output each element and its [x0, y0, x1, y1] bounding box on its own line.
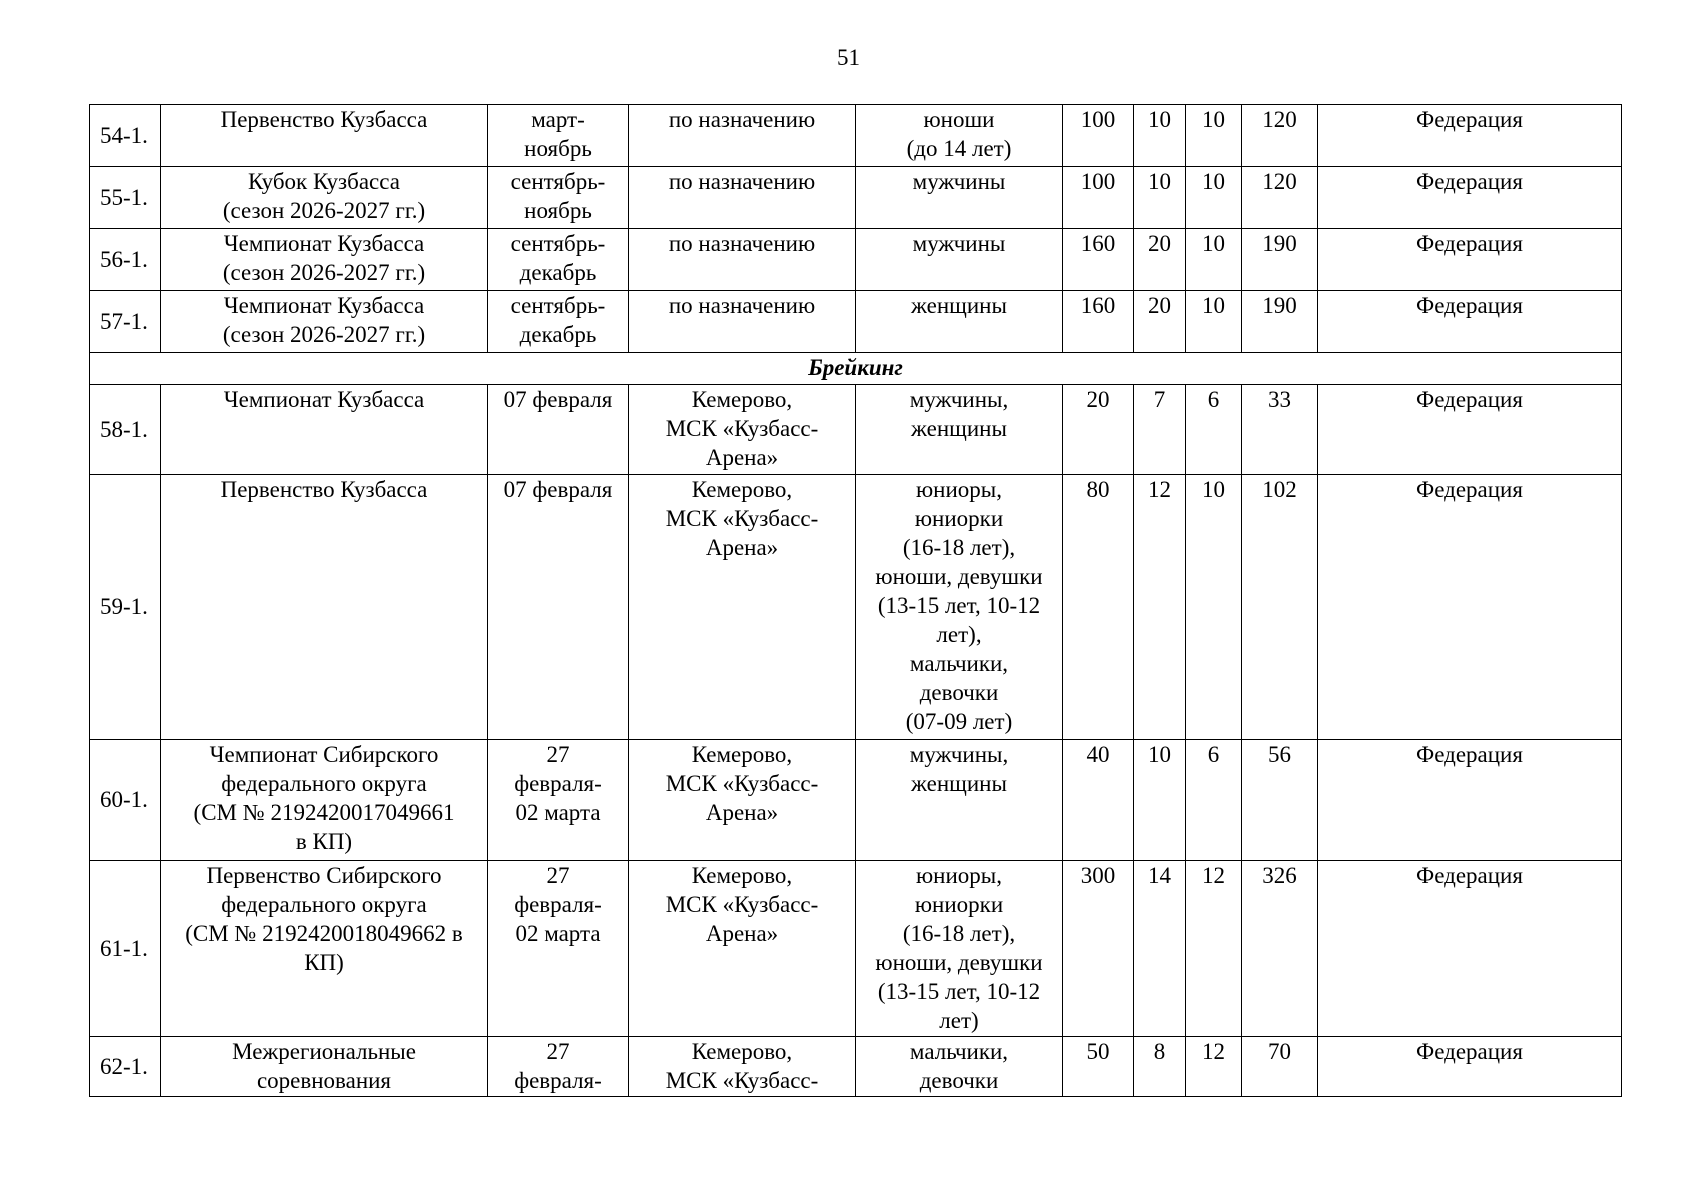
organizer: Федерация	[1318, 105, 1622, 167]
organizer: Федерация	[1318, 861, 1622, 1037]
table-row	[90, 167, 1622, 229]
event-name: Межрегиональные соревнования	[161, 1037, 488, 1097]
event-name: Чемпионат Сибирского федерального округа (СМ № 2192420017049661 в КП)	[161, 740, 488, 861]
participant-group: юниоры, юниорки (16-18 лет), юноши, девушки (13-15 лет, 10-12 лет)	[856, 861, 1063, 1037]
row-number: 58-1.	[90, 385, 161, 475]
count-participants: 80	[1063, 475, 1134, 740]
table-row	[90, 105, 1622, 167]
count-participants: 100	[1063, 105, 1134, 167]
count-total: 56	[1242, 740, 1318, 861]
organizer: Федерация	[1318, 740, 1622, 861]
event-place: Кемерово, МСК «Кузбасс- Арена»	[629, 740, 856, 861]
table-row	[90, 385, 1622, 475]
page-number: 51	[837, 45, 860, 70]
count-coaches: 20	[1134, 229, 1186, 291]
count-coaches: 8	[1134, 1037, 1186, 1097]
count-coaches: 12	[1134, 475, 1186, 740]
count-total: 102	[1242, 475, 1318, 740]
organizer: Федерация	[1318, 291, 1622, 353]
participant-group: мальчики, девочки	[856, 1037, 1063, 1097]
organizer: Федерация	[1318, 167, 1622, 229]
event-place: по назначению	[629, 105, 856, 167]
event-dates: 27 февраля-	[488, 1037, 629, 1097]
event-dates: сентябрь- декабрь	[488, 229, 629, 291]
table-row	[90, 861, 1622, 1037]
count-total: 190	[1242, 229, 1318, 291]
row-number: 60-1.	[90, 740, 161, 861]
event-place: Кемерово, МСК «Кузбасс- Арена»	[629, 861, 856, 1037]
row-number: 56-1.	[90, 229, 161, 291]
participant-group: женщины	[856, 291, 1063, 353]
event-name: Первенство Кузбасса	[161, 475, 488, 740]
count-judges: 10	[1186, 475, 1242, 740]
event-dates: 27 февраля- 02 марта	[488, 861, 629, 1037]
count-total: 33	[1242, 385, 1318, 475]
count-total: 326	[1242, 861, 1318, 1037]
count-judges: 10	[1186, 105, 1242, 167]
count-coaches: 10	[1134, 105, 1186, 167]
table-row	[90, 291, 1622, 353]
count-judges: 12	[1186, 1037, 1242, 1097]
row-number: 54-1.	[90, 105, 161, 167]
event-dates: сентябрь- ноябрь	[488, 167, 629, 229]
section-title: Брейкинг	[90, 353, 1622, 385]
row-number: 59-1.	[90, 475, 161, 740]
table-row	[90, 740, 1622, 861]
table-row	[90, 475, 1622, 740]
event-place: Кемерово, МСК «Кузбасс- Арена»	[629, 475, 856, 740]
count-coaches: 14	[1134, 861, 1186, 1037]
count-participants: 160	[1063, 229, 1134, 291]
count-total: 120	[1242, 105, 1318, 167]
event-place: по назначению	[629, 167, 856, 229]
participant-group: мужчины	[856, 167, 1063, 229]
count-participants: 300	[1063, 861, 1134, 1037]
row-number: 55-1.	[90, 167, 161, 229]
event-name: Чемпионат Кузбасса	[161, 385, 488, 475]
count-total: 70	[1242, 1037, 1318, 1097]
event-name: Первенство Кузбасса	[161, 105, 488, 167]
participant-group: мужчины	[856, 229, 1063, 291]
participant-group: мужчины, женщины	[856, 385, 1063, 475]
count-participants: 40	[1063, 740, 1134, 861]
table-row	[90, 229, 1622, 291]
participant-group: юниоры, юниорки (16-18 лет), юноши, девушки (13-15 лет, 10-12 лет), мальчики, девочки (07-09 лет)	[856, 475, 1063, 740]
event-place: по назначению	[629, 229, 856, 291]
count-participants: 160	[1063, 291, 1134, 353]
row-number: 62-1.	[90, 1037, 161, 1097]
count-judges: 12	[1186, 861, 1242, 1037]
event-place: Кемерово, МСК «Кузбасс-	[629, 1037, 856, 1097]
event-dates: 07 февраля	[488, 385, 629, 475]
event-dates: сентябрь- декабрь	[488, 291, 629, 353]
count-judges: 10	[1186, 167, 1242, 229]
event-name: Чемпионат Кузбасса (сезон 2026-2027 гг.)	[161, 291, 488, 353]
count-judges: 6	[1186, 385, 1242, 475]
count-judges: 10	[1186, 291, 1242, 353]
event-place: Кемерово, МСК «Кузбасс- Арена»	[629, 385, 856, 475]
count-judges: 10	[1186, 229, 1242, 291]
participant-group: юноши (до 14 лет)	[856, 105, 1063, 167]
participant-group: мужчины, женщины	[856, 740, 1063, 861]
count-total: 190	[1242, 291, 1318, 353]
count-total: 120	[1242, 167, 1318, 229]
organizer: Федерация	[1318, 385, 1622, 475]
organizer: Федерация	[1318, 475, 1622, 740]
row-number: 61-1.	[90, 861, 161, 1037]
count-participants: 20	[1063, 385, 1134, 475]
event-place: по назначению	[629, 291, 856, 353]
count-coaches: 7	[1134, 385, 1186, 475]
table-row	[90, 1037, 1622, 1097]
event-dates: 07 февраля	[488, 475, 629, 740]
count-judges: 6	[1186, 740, 1242, 861]
count-participants: 100	[1063, 167, 1134, 229]
event-dates: 27 февраля- 02 марта	[488, 740, 629, 861]
event-name: Чемпионат Кузбасса (сезон 2026-2027 гг.)	[161, 229, 488, 291]
section-header-row	[90, 353, 1622, 385]
organizer: Федерация	[1318, 229, 1622, 291]
count-participants: 50	[1063, 1037, 1134, 1097]
row-number: 57-1.	[90, 291, 161, 353]
organizer: Федерация	[1318, 1037, 1622, 1097]
count-coaches: 10	[1134, 740, 1186, 861]
event-dates: март- ноябрь	[488, 105, 629, 167]
events-table	[89, 104, 1622, 1097]
event-name: Первенство Сибирского федерального округа (СМ № 2192420018049662 в КП)	[161, 861, 488, 1037]
count-coaches: 10	[1134, 167, 1186, 229]
event-name: Кубок Кузбасса (сезон 2026-2027 гг.)	[161, 167, 488, 229]
count-coaches: 20	[1134, 291, 1186, 353]
